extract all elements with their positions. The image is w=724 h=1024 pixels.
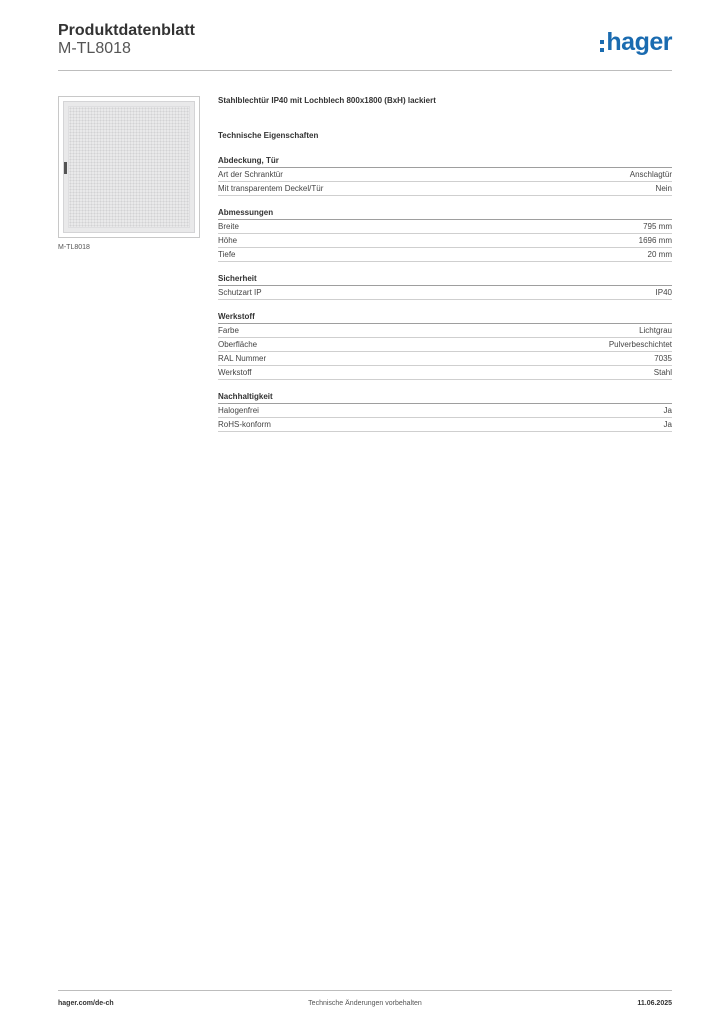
row-value: Pulverbeschichtet (608, 340, 672, 349)
table-row (218, 220, 672, 234)
row-value: 795 mm (643, 222, 672, 231)
table-row (218, 418, 672, 432)
group-sicherheit (218, 272, 672, 300)
row-value: Ja (663, 420, 672, 429)
group-title: Werkstoff (218, 310, 672, 324)
group-title: Nachhaltigkeit (218, 390, 672, 404)
door-handle-icon (64, 162, 67, 174)
row-label: Tiefe (218, 250, 236, 259)
row-value: 20 mm (647, 250, 672, 259)
row-value: Lichtgrau (639, 326, 672, 335)
group-abmessungen (218, 206, 672, 262)
product-image (58, 96, 200, 238)
row-label: Farbe (218, 326, 239, 335)
product-description: Stahlblechtür IP40 mit Lochblech 800x1800 (BxH) lackiert (218, 96, 436, 105)
section-heading: Technische Eigenschaften (218, 131, 319, 140)
logo-mark-icon (600, 40, 604, 52)
table-row (218, 248, 672, 262)
row-label: RoHS-konform (218, 420, 271, 429)
document-title: Produktdatenblatt (58, 22, 195, 39)
product-code: M-TL8018 (58, 40, 131, 57)
row-label: Halogenfrei (218, 406, 259, 415)
row-label: Schutzart IP (218, 288, 262, 297)
table-row (218, 182, 672, 196)
group-nachhaltigkeit (218, 390, 672, 432)
group-title: Abdeckung, Tür (218, 154, 672, 168)
row-value: 7035 (654, 354, 672, 363)
row-label: Werkstoff (218, 368, 252, 377)
table-row (218, 324, 672, 338)
row-value: 1696 mm (638, 236, 672, 245)
table-row (218, 234, 672, 248)
footer-website-link[interactable]: hager.com/de-ch (58, 1000, 114, 1007)
row-label: Mit transparentem Deckel/Tür (218, 184, 324, 193)
page-header (58, 20, 672, 71)
page-footer (58, 990, 672, 1011)
row-label: Breite (218, 222, 239, 231)
group-werkstoff (218, 310, 672, 380)
hager-logo (600, 28, 672, 57)
row-label: RAL Nummer (218, 354, 267, 363)
table-row (218, 168, 672, 182)
table-row (218, 352, 672, 366)
footer-date: 11.06.2025 (637, 1000, 672, 1007)
image-caption: M-TL8018 (58, 244, 90, 251)
group-title: Abmessungen (218, 206, 672, 220)
row-value: Stahl (653, 368, 672, 377)
row-value: Nein (655, 184, 672, 193)
row-label: Art der Schranktür (218, 170, 283, 179)
logo-text: hager (606, 28, 672, 56)
group-title: Sicherheit (218, 272, 672, 286)
table-row (218, 404, 672, 418)
table-row (218, 286, 672, 300)
row-value: Anschlagtür (629, 170, 672, 179)
row-label: Oberfläche (218, 340, 258, 349)
perforated-door-image (63, 101, 195, 233)
table-row (218, 338, 672, 352)
product-details (218, 96, 672, 442)
row-value: IP40 (655, 288, 672, 297)
row-label: Höhe (218, 236, 238, 245)
footer-note: Technische Änderungen vorbehalten (308, 1000, 422, 1007)
row-value: Ja (663, 406, 672, 415)
door-perforation (68, 106, 190, 228)
table-row (218, 366, 672, 380)
group-abdeckung (218, 154, 672, 196)
